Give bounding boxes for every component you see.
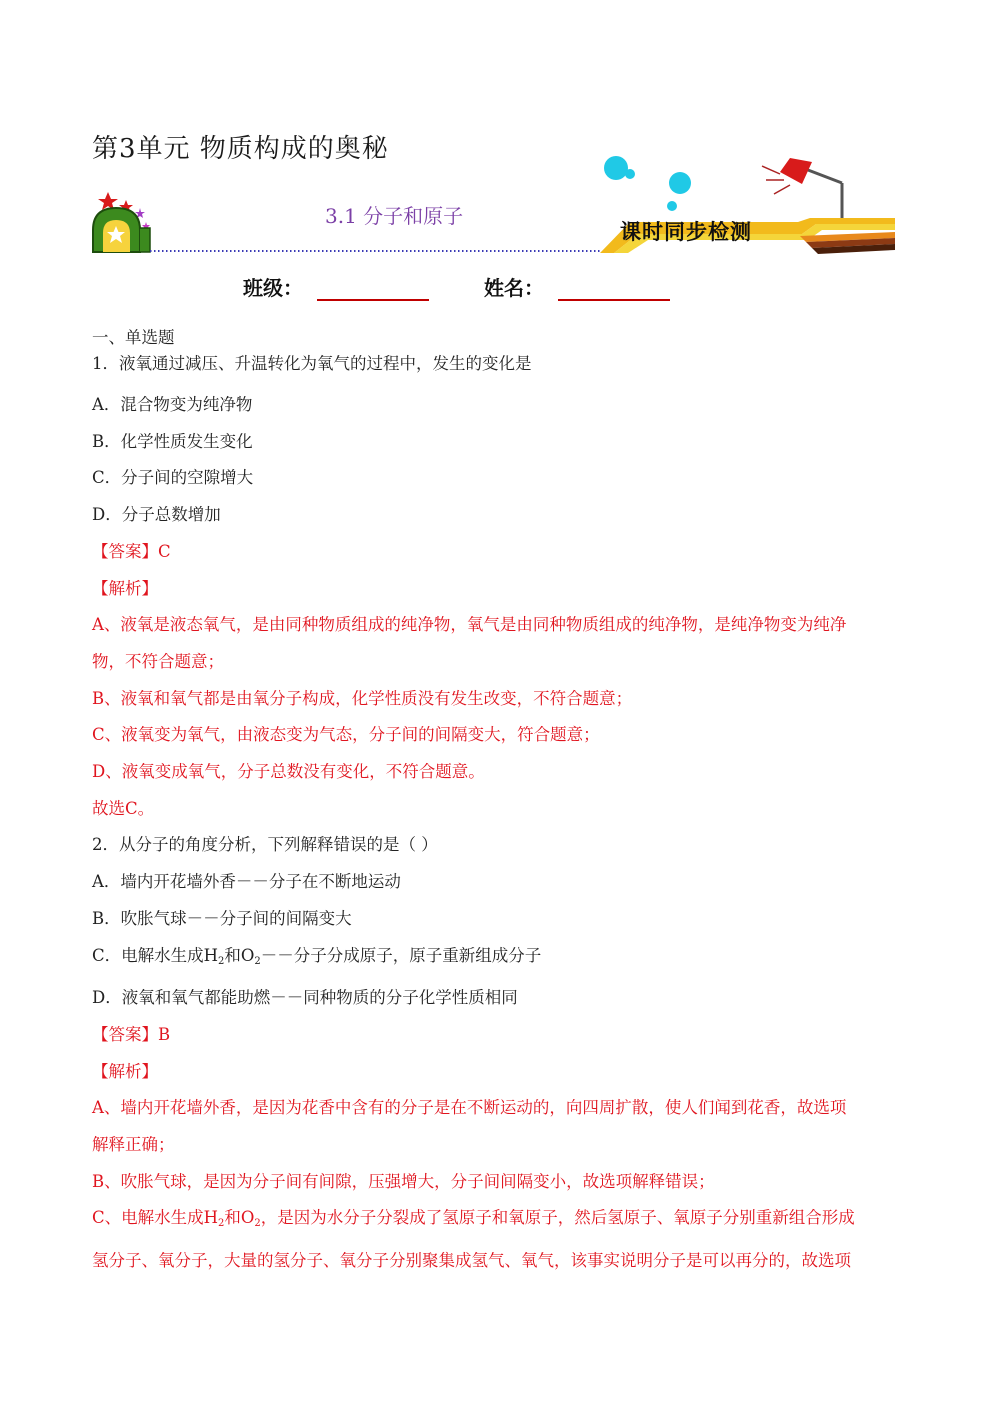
q1-analysis-label: 【解析】 xyxy=(92,578,158,598)
q2-analysis-line: 氢分子、氧分子，大量的氢分子、氧分子分别聚集成氢气、氧气，该事实说明分子是可以再分的，故选项 xyxy=(92,1251,851,1271)
q2-option-b: B．吹胀气球－－分子间的间隔变大 xyxy=(92,908,352,928)
section-title: 3.1 分子和原子 xyxy=(325,204,464,228)
q2-analysis-line: 解释正确； xyxy=(92,1135,175,1155)
unit-title: 第3单元 物质构成的奥秘 xyxy=(92,134,389,164)
q1-option-c: C．分子间的空隙增大 xyxy=(92,468,254,488)
lamp-icon xyxy=(762,158,842,220)
q2-option-d: D．液氧和氧气都能助燃－－同种物质的分子化学性质相同 xyxy=(92,988,518,1008)
section-heading: 一、单选题 xyxy=(92,328,175,347)
banner-label: 课时同步检测 xyxy=(620,219,752,244)
q1-analysis-line: D、液氧变成氧气，分子总数没有变化，不符合题意。 xyxy=(92,762,485,782)
bubble-icon xyxy=(669,172,691,194)
q1-analysis-line: A、液氧是液态氧气，是由同种物质组成的纯净物，氧气是由同种物质组成的纯净物，是纯净物变为纯净 xyxy=(92,615,847,635)
q1-analysis-line: C、液氧变为氧气，由液态变为气态，分子间的间隔变大，符合题意； xyxy=(92,725,600,745)
header-banner xyxy=(90,150,895,260)
q2-option-c: C．电解水生成$H_2$和$O_2--$分子分成原子，原子重新组成分子 xyxy=(92,945,542,967)
q1-analysis-line: 物，不符合题意； xyxy=(92,651,224,671)
q2-analysis-label: 【解析】 xyxy=(92,1061,158,1081)
name-field xyxy=(484,272,670,301)
q1-option-b: B．化学性质发生变化 xyxy=(92,431,253,451)
q2-analysis-line: A、墙内开花墙外香，是因为花香中含有的分子是在不断运动的，向四周扩散，使人们闻到花香，故选项 xyxy=(92,1098,847,1118)
q2-analysis-line: C、电解水生成$H_2$和$O_2$，是因为水分子分裂成了氢原子和氧原子，然后氢原子、氧原子分别重新组合形成 xyxy=(92,1208,855,1230)
q2-analysis-line: B、吹胀气球，是因为分子间有间隙，压强增大，分子间间隔变小，故选项解释错误； xyxy=(92,1171,715,1191)
bubble-icon xyxy=(604,156,628,180)
name-blank[interactable] xyxy=(558,277,670,301)
q2-option-a: A．墙内开花墙外香－－分子在不断地运动 xyxy=(92,872,401,892)
question-1-stem: 1．液氧通过减压、升温转化为氧气的过程中，发生的变化是 xyxy=(92,354,532,373)
answer-value: C xyxy=(158,541,171,561)
answer-label: 【答案】 xyxy=(92,541,158,561)
class-field xyxy=(243,272,429,301)
class-blank[interactable] xyxy=(317,277,429,301)
bubble-icon xyxy=(625,169,635,179)
q2-answer xyxy=(92,1017,902,1054)
question-2-stem: 2．从分子的角度分析，下列解释错误的是（ ） xyxy=(92,835,438,855)
bubble-icon xyxy=(667,201,677,211)
q1-option-a: A．混合物变为纯净物 xyxy=(92,395,253,414)
answer-label: 【答案】 xyxy=(92,1024,158,1044)
name-label: 姓名： xyxy=(484,276,544,300)
class-label: 班级： xyxy=(243,276,303,300)
q1-conclusion: 故选C。 xyxy=(92,798,155,818)
q1-option-d: D．分子总数增加 xyxy=(92,505,221,525)
q1-answer xyxy=(92,534,902,571)
answer-value: B xyxy=(158,1024,171,1044)
q1-analysis-line: B、液氧和氧气都是由氧分子构成，化学性质没有发生改变，不符合题意； xyxy=(92,688,633,708)
document-body xyxy=(92,325,902,1280)
